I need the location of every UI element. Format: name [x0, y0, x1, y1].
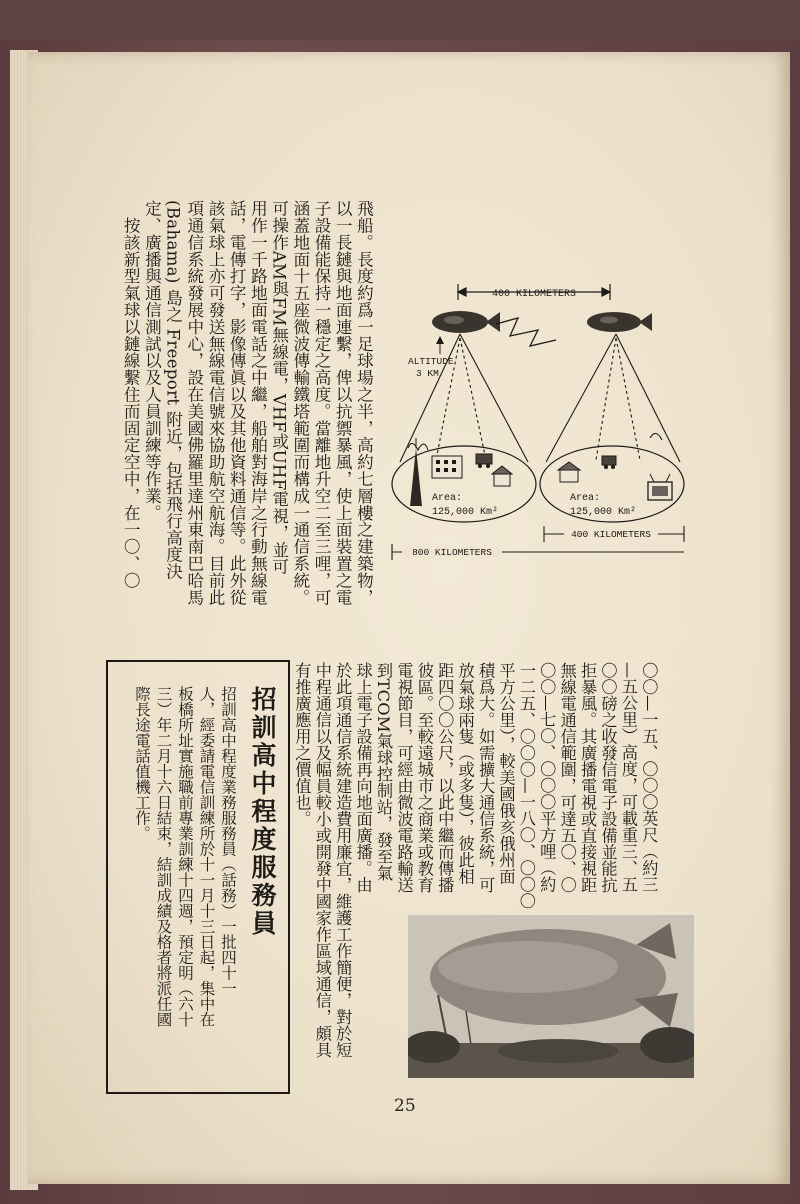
article-top-line: 涵蓋地面十五座微波傳輸鐵塔範圍而構成一通信系統。: [290, 200, 310, 606]
vehicle-icon: [476, 454, 492, 468]
article-bottom-line: 到TCOM氣球控制站，發至氣: [374, 662, 394, 882]
altitude-value: 3 KM: [416, 368, 439, 379]
article-bottom-line: 〇〇磅之收發信電子設備並能抗: [598, 662, 618, 893]
article-top-line: 定、廣播與通信測試以及人員訓練等作業。: [142, 200, 162, 522]
tower-icon: [410, 438, 422, 506]
balloon-coverage-diagram: [388, 278, 698, 578]
article-bottom-line: 中程通信以及幅員較小或開發中國家作區域通信，頗具: [312, 662, 332, 1058]
notice-line: 三）年二月十六日結束，結訓成績及格者將派任國: [154, 686, 173, 1027]
area-value-left: 125,000 Km²: [432, 507, 499, 518]
notice-line: 招訓高中程度業務服務員（話務）一批四十一: [219, 686, 237, 996]
article-top-line: 用作一千路地面電話之中繼，船舶對海岸之行動無線電: [248, 200, 268, 606]
article-bottom-line: 距四〇〇公尺，以此中繼而傳播: [435, 662, 455, 893]
book-cover: [0, 0, 800, 40]
bottom-distance-label-right: 400 KILOMETERS: [571, 529, 651, 540]
television-icon: [648, 474, 672, 500]
article-top-text: [120, 200, 374, 640]
coverage-cones: [400, 334, 680, 462]
article-bottom-line: 電視節目，可經由微波電路輸送: [394, 662, 414, 893]
area-label-left: Area:: [432, 493, 463, 504]
article-bottom-line: 〇〇—一五、〇〇〇英尺（約三: [639, 662, 659, 893]
notice-body: [131, 686, 239, 1081]
arrow-head-right: [602, 288, 610, 296]
building-icon: [432, 456, 462, 478]
notice-line: 板橋所址實施職前專業訓練十四週，預定明（六十: [176, 686, 194, 1027]
balloon-photo: [408, 915, 694, 1078]
notice-line: 人，經委請電信訓練所於十一月十三日起，集中在: [197, 686, 216, 1027]
article-bottom-line: 拒暴風。其廣播電視或直接視距: [578, 662, 598, 893]
balloon-left: [432, 311, 500, 333]
article-bottom-line: 平方公里），較美國俄亥俄州面: [496, 662, 516, 885]
area-label-right: Area:: [570, 493, 601, 504]
article-top-line: 子設備能保持一穩定之高度。當離地升空二至三哩，可: [312, 200, 332, 606]
article-top-line: 按該新型氣球以鏈線繫住而固定空中，在一〇、〇: [121, 200, 141, 589]
house-icon-right: [558, 462, 580, 482]
area-value-right: 125,000 Km²: [570, 507, 637, 518]
article-bottom-line: 一二五、〇〇〇—一八〇、〇〇〇: [516, 662, 536, 910]
article-bottom-line: 彼區。至較遠城市之商業或教育: [414, 662, 434, 893]
training-notice-box: [106, 660, 290, 1094]
top-distance-label: 400 KILOMETERS: [491, 289, 577, 300]
truck-icon: [602, 456, 616, 469]
article-top-line: (Bahama) 島之 Freeport 附近，包括飛行高度決: [163, 200, 183, 580]
article-bottom-line: 於此項通信系統建造費用廉宜，維護工作簡便，對於短: [333, 662, 353, 1058]
article-top-line: 以一長鏈與地面連繫，俾以抗禦暴風，使上面裝置之電: [333, 200, 353, 606]
arrow-head-left: [458, 288, 466, 296]
balloon-right: [587, 312, 652, 332]
article-top-line: 該氣球上亦可發送無線電信號來協助航空航海。目前此: [206, 200, 226, 606]
radio-link-bolt: [496, 318, 556, 346]
article-top-line: 話，電傳打字，影像傳眞以及其他資料通信等。此外從: [227, 200, 247, 606]
altitude-label: ALTITUDE: [408, 356, 454, 367]
article-bottom-line: —五公里）高度，可載重三、五: [618, 662, 638, 893]
article-bottom-line: 無線電通信範圍，可達五〇、〇: [557, 662, 577, 893]
article-top-line: 飛船。長度約爲一足球場之半，高約七層樓之建築物，: [354, 200, 374, 606]
page-number: 25: [394, 1096, 416, 1116]
article-bottom-line: 放氣球兩隻（或多隻），彼此相: [455, 662, 475, 885]
article-bottom-line: 〇〇—七〇、〇〇〇平方哩（約: [537, 662, 557, 893]
notice-line: 際長途電話值機工作。: [133, 686, 151, 841]
book-page: [28, 52, 790, 1184]
article-top-line: 可操作AM與FM無線電，VHF或UHF電視，並可: [269, 200, 289, 576]
article-bottom-line: 有推廣應用之價值也。: [292, 662, 312, 827]
bottom-distance-label-wide: 800 KILOMETERS: [412, 547, 492, 558]
article-bottom-line: 球上電子設備再向地面廣播。由: [353, 662, 373, 893]
article-top-line: 項通信系統發展中心，設在美國佛羅里達州東南巴哈馬: [184, 200, 204, 606]
house-icon-left: [492, 466, 512, 486]
notice-title: 招訓高中程度服務員: [248, 686, 277, 938]
article-bottom-line: 積爲大。如需擴大通信系統，可: [476, 662, 496, 893]
